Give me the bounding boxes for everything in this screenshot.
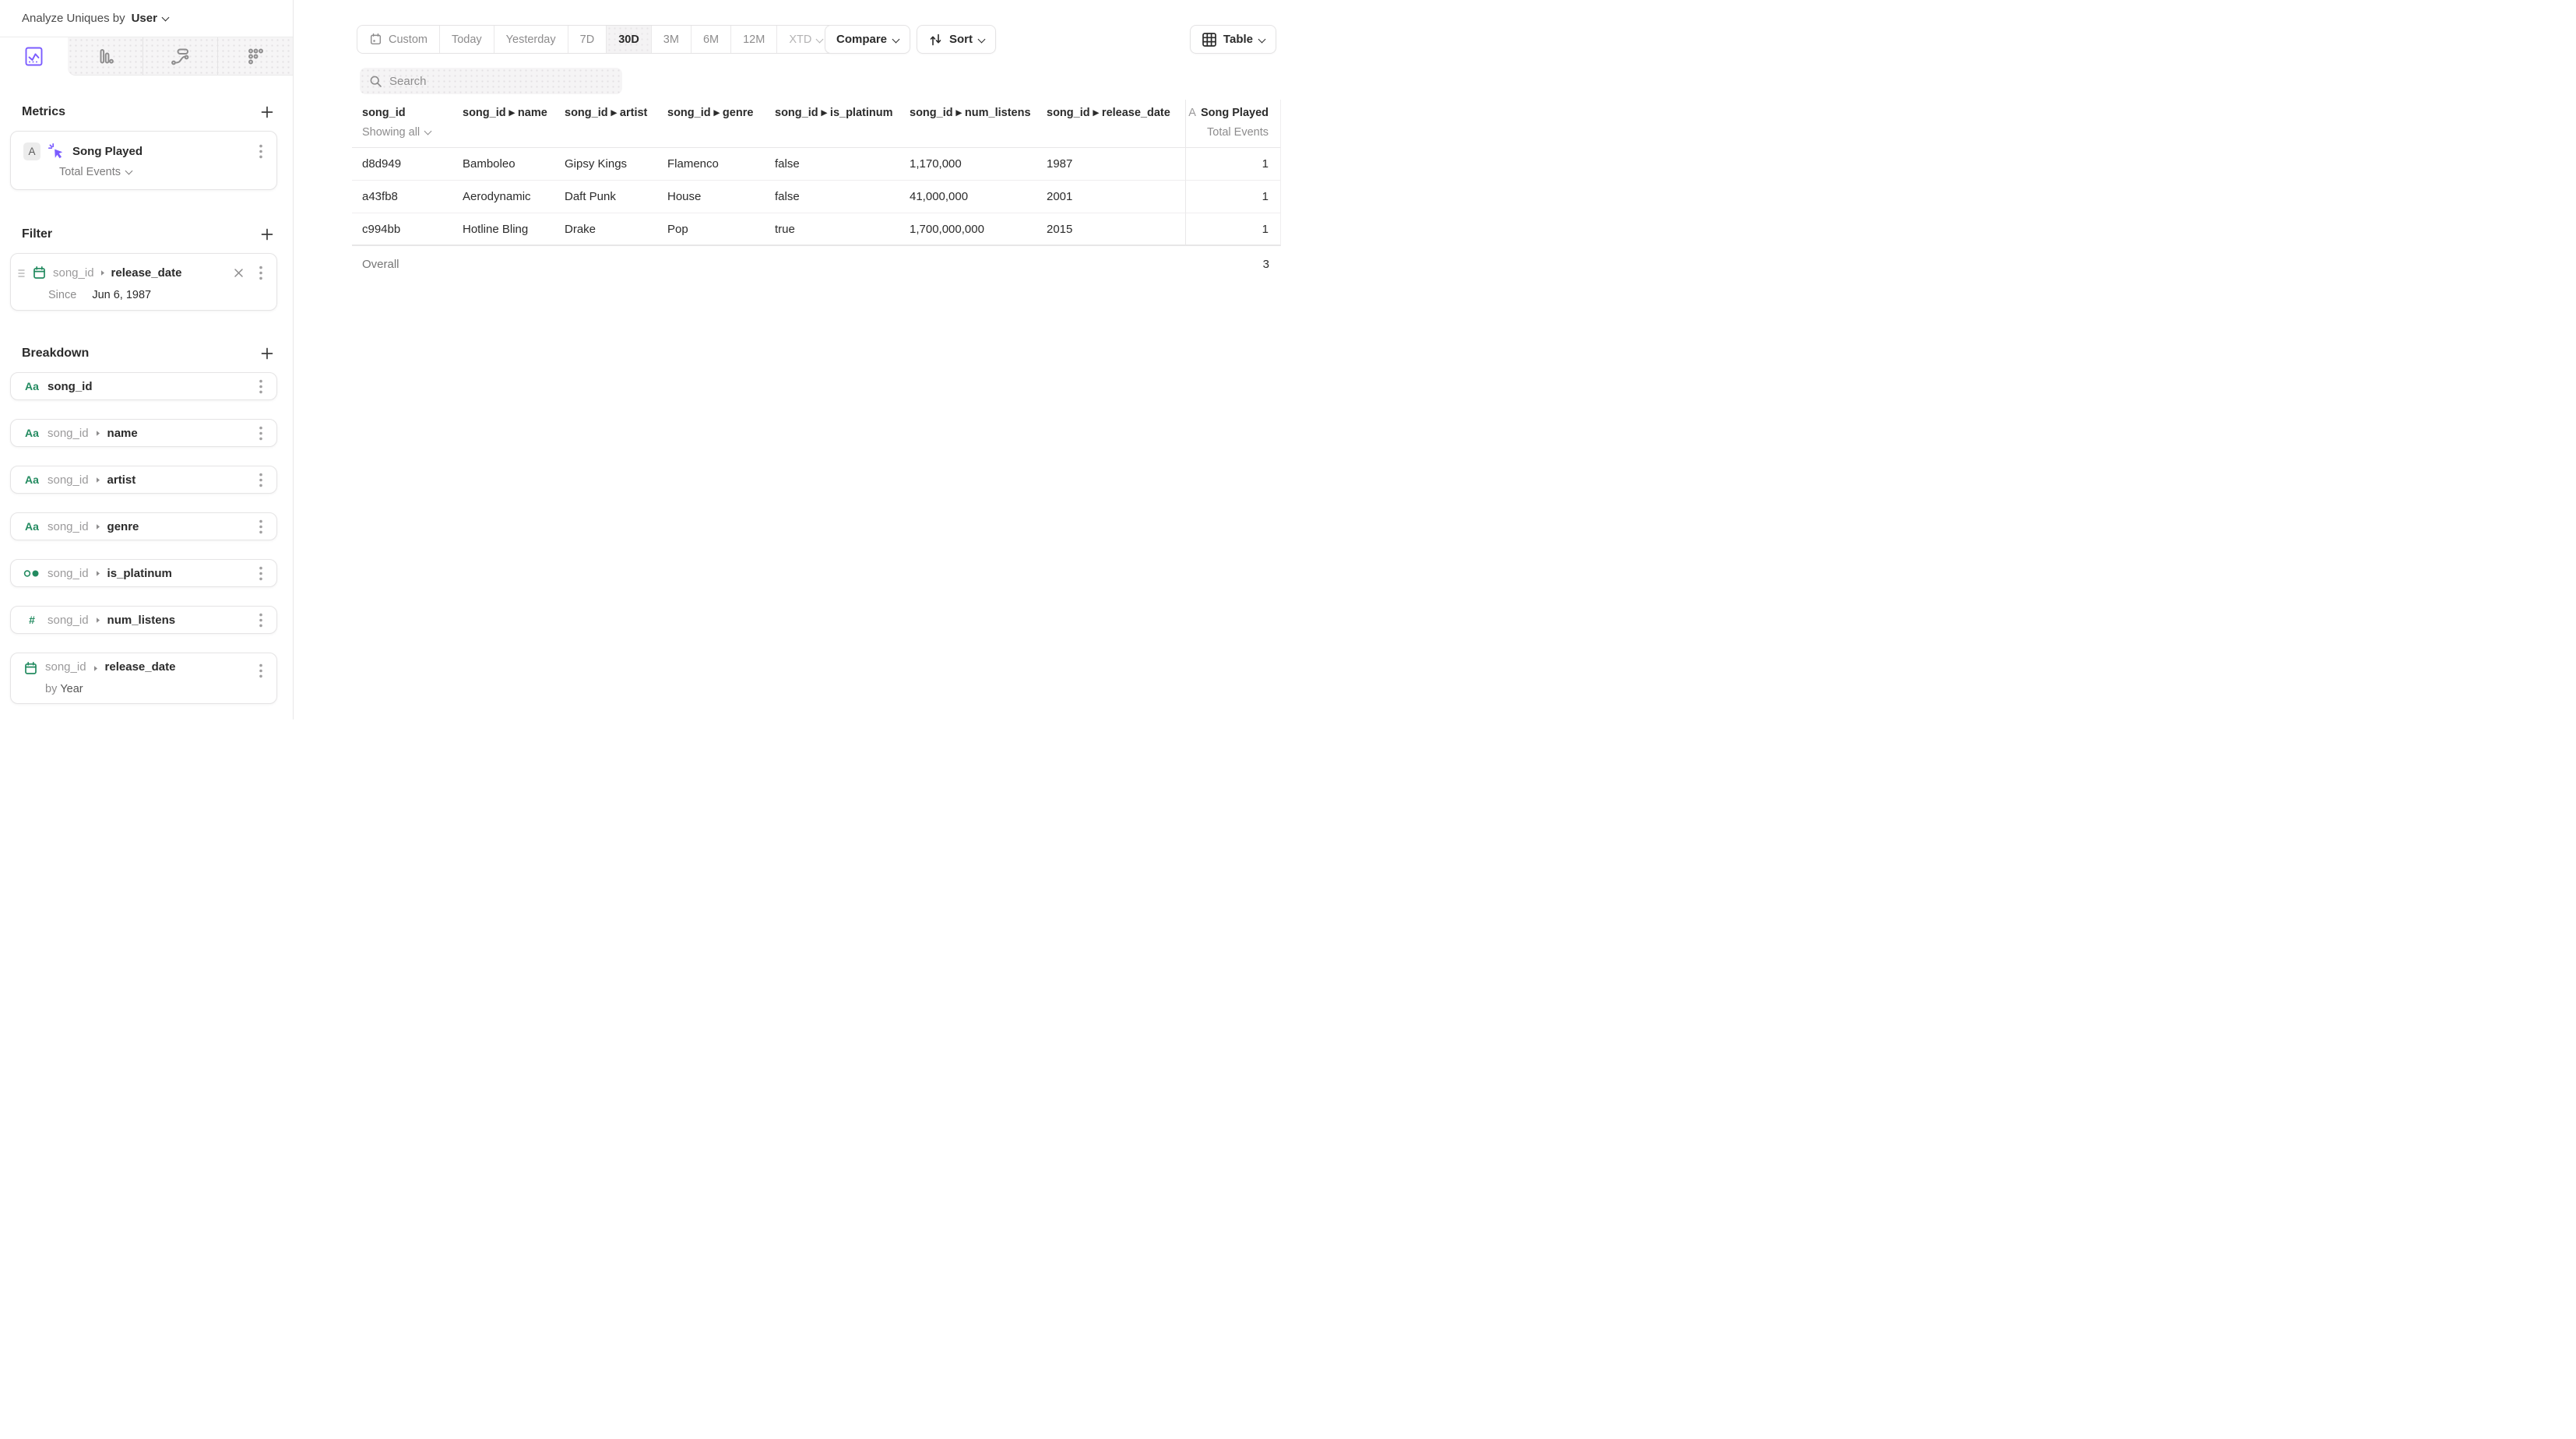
chevron-down-icon <box>816 36 824 44</box>
calendar-icon <box>23 661 38 676</box>
table-cell: Daft Punk <box>565 181 667 213</box>
property-caret-icon <box>96 523 100 530</box>
table-cell: Flamenco <box>667 148 775 181</box>
calendar-icon <box>369 33 382 46</box>
table-cell: Aerodynamic <box>463 181 565 213</box>
column-header-is-platinum[interactable]: song_id ▸ is_platinum <box>775 100 910 148</box>
metric-value-cell: 1 <box>1185 213 1281 246</box>
metrics-section-header <box>22 104 276 121</box>
filter-property-prefix: song_id <box>53 266 94 280</box>
table-grid-icon <box>1202 32 1217 47</box>
range-xtd-dropdown[interactable]: XTD <box>776 26 834 53</box>
search-icon <box>369 75 382 88</box>
plus-icon <box>261 106 273 118</box>
boolean-type-icon <box>23 569 40 578</box>
table-cell: House <box>667 181 775 213</box>
column-header-metric[interactable]: A Song Played Total Events <box>1185 100 1281 148</box>
add-filter-button[interactable] <box>259 226 276 243</box>
property-caret-icon <box>96 477 100 484</box>
metric-value-cell: 1 <box>1185 181 1281 213</box>
breakdown-item-num-listens[interactable]: # song_id num_listens <box>10 606 277 634</box>
results-table <box>352 100 1281 282</box>
range-3m[interactable]: 3M <box>651 26 691 53</box>
plus-icon <box>261 347 273 360</box>
table-cell: a43fb8 <box>352 181 463 213</box>
add-metric-button[interactable] <box>259 104 276 121</box>
table-cell: 1987 <box>1047 148 1185 181</box>
column-header-genre[interactable]: song_id ▸ genre <box>667 100 775 148</box>
range-12m[interactable]: 12M <box>730 26 776 53</box>
plus-icon <box>261 228 273 241</box>
breakdown-options-button[interactable] <box>256 518 266 536</box>
report-type-tabbar <box>0 37 293 76</box>
retention-grid-icon <box>245 46 266 67</box>
range-30d[interactable]: 30D <box>606 26 651 53</box>
breakdown-item-release-date[interactable]: song_id release_date by Year <box>10 653 277 704</box>
table-cell: 1,170,000 <box>910 148 1047 181</box>
analyze-header <box>0 0 293 37</box>
table-cell: Pop <box>667 213 775 246</box>
bar-chart-icon <box>94 46 115 67</box>
kebab-menu-icon <box>259 266 262 280</box>
chevron-down-icon <box>161 14 169 22</box>
table-cell <box>667 246 775 282</box>
breakdown-options-button[interactable] <box>256 662 266 680</box>
breakdown-item-is-platinum[interactable]: song_id is_platinum <box>10 559 277 587</box>
calendar-icon <box>32 266 47 280</box>
kebab-menu-icon <box>259 379 262 394</box>
chevron-down-icon <box>892 36 900 44</box>
breakdown-options-button[interactable] <box>256 611 266 629</box>
table-cell: c994bb <box>352 213 463 246</box>
breakdown-options-button[interactable] <box>256 378 266 396</box>
overall-metric-value: 3 <box>1262 257 1269 271</box>
breakdown-section-header <box>22 345 276 362</box>
column-header-name[interactable]: song_id ▸ name <box>463 100 565 148</box>
metric-event-name: Song Played <box>72 145 143 158</box>
kebab-menu-icon <box>259 426 262 441</box>
table-cell: Bamboleo <box>463 148 565 181</box>
table-cell: d8d949 <box>352 148 463 181</box>
analyze-entity-dropdown[interactable]: User <box>132 12 168 25</box>
column-header-artist[interactable]: song_id ▸ artist <box>565 100 667 148</box>
report-main <box>294 0 1288 720</box>
search-input[interactable] <box>389 75 607 88</box>
sort-arrows-icon <box>928 33 943 47</box>
table-cell: Hotline Bling <box>463 213 565 246</box>
table-cell: 41,000,000 <box>910 181 1047 213</box>
view-type-button[interactable]: Table <box>1190 25 1276 54</box>
event-cursor-icon <box>48 142 65 160</box>
kebab-menu-icon <box>259 144 262 159</box>
chevron-down-icon <box>424 128 432 135</box>
remove-filter-button[interactable] <box>232 266 245 280</box>
table-cell: 2015 <box>1047 213 1185 246</box>
date-range-picker <box>357 25 835 54</box>
filter-property-name: release_date <box>111 266 182 280</box>
text-type-icon: Aa <box>25 380 39 392</box>
property-caret-icon <box>100 269 105 276</box>
drag-handle-icon[interactable] <box>17 269 26 278</box>
filter-card[interactable] <box>10 253 277 311</box>
column-header-release-date[interactable]: song_id ▸ release_date <box>1047 100 1185 148</box>
property-caret-icon <box>96 570 100 577</box>
breakdown-item-name[interactable]: Aa song_id name <box>10 419 277 447</box>
close-icon <box>234 268 244 278</box>
filter-section-header <box>22 226 276 243</box>
table-cell: false <box>775 148 910 181</box>
tab-retention[interactable] <box>217 37 293 75</box>
overall-row-label: Overall <box>362 257 399 271</box>
date-bucket-dropdown[interactable]: by Year <box>45 683 83 695</box>
table-cell: 2001 <box>1047 181 1185 213</box>
property-caret-icon <box>96 430 100 437</box>
text-type-icon: Aa <box>25 427 39 439</box>
chevron-down-icon <box>978 36 986 44</box>
compare-button[interactable]: Compare <box>825 25 910 54</box>
tab-flows[interactable] <box>143 37 218 75</box>
breakdown-options-button[interactable] <box>256 424 266 442</box>
tab-bar-chart[interactable] <box>68 37 143 75</box>
filter-title: Filter <box>22 227 53 241</box>
add-breakdown-button[interactable] <box>259 345 276 362</box>
metric-series-badge: A <box>23 142 40 160</box>
showing-all-dropdown[interactable]: Showing all <box>362 126 431 139</box>
breakdown-item-genre[interactable]: Aa song_id genre <box>10 512 277 540</box>
metric-card[interactable] <box>10 131 277 190</box>
aggregation-dropdown[interactable]: Total Events <box>59 166 266 178</box>
range-custom[interactable]: Custom <box>357 26 439 53</box>
range-6m[interactable]: 6M <box>691 26 730 53</box>
flows-icon <box>170 46 191 67</box>
filter-operator-dropdown[interactable]: Since <box>48 289 77 301</box>
table-cell <box>1047 246 1185 282</box>
kebab-menu-icon <box>259 566 262 581</box>
text-type-icon: Aa <box>25 520 39 533</box>
analyze-label: Analyze Uniques by <box>22 12 125 25</box>
inactive-tabs-group <box>68 37 293 76</box>
breakdown-title: Breakdown <box>22 347 90 360</box>
table-cell <box>775 246 910 282</box>
property-caret-icon <box>96 617 100 624</box>
breakdown-options-button[interactable] <box>256 565 266 582</box>
table-cell: true <box>775 213 910 246</box>
filter-options-button[interactable] <box>256 264 266 282</box>
metric-options-button[interactable] <box>256 142 266 160</box>
breakdown-item-artist[interactable]: Aa song_id artist <box>10 466 277 494</box>
table-cell: false <box>775 181 910 213</box>
kebab-menu-icon <box>259 613 262 628</box>
table-cell: Drake <box>565 213 667 246</box>
table-cell <box>463 246 565 282</box>
breakdown-options-button[interactable] <box>256 471 266 489</box>
kebab-menu-icon <box>259 663 262 678</box>
chevron-down-icon <box>1258 36 1266 44</box>
tab-insights[interactable] <box>0 37 68 76</box>
table-cell <box>565 246 667 282</box>
sort-button[interactable]: Sort <box>917 25 996 54</box>
query-builder-sidebar <box>0 0 294 720</box>
filter-value[interactable]: Jun 6, 1987 <box>92 289 152 301</box>
table-search <box>360 68 622 94</box>
property-caret-icon <box>93 665 98 672</box>
kebab-menu-icon <box>259 519 262 534</box>
metrics-title: Metrics <box>22 105 66 118</box>
range-7d[interactable]: 7D <box>568 26 607 53</box>
range-today[interactable]: Today <box>439 26 494 53</box>
chevron-down-icon <box>125 167 133 175</box>
line-chart-icon <box>23 46 44 67</box>
text-type-icon: Aa <box>25 473 39 486</box>
range-yesterday[interactable]: Yesterday <box>494 26 568 53</box>
kebab-menu-icon <box>259 473 262 487</box>
breakdown-item-song-id[interactable]: Aa song_id <box>10 372 277 400</box>
metric-value-cell: 1 <box>1185 148 1281 181</box>
table-cell: 1,700,000,000 <box>910 213 1047 246</box>
column-header-song-id[interactable]: song_id Showing all <box>352 100 463 148</box>
column-header-num-listens[interactable]: song_id ▸ num_listens <box>910 100 1047 148</box>
table-cell <box>910 246 1047 282</box>
table-cell: Gipsy Kings <box>565 148 667 181</box>
number-type-icon: # <box>29 614 35 626</box>
